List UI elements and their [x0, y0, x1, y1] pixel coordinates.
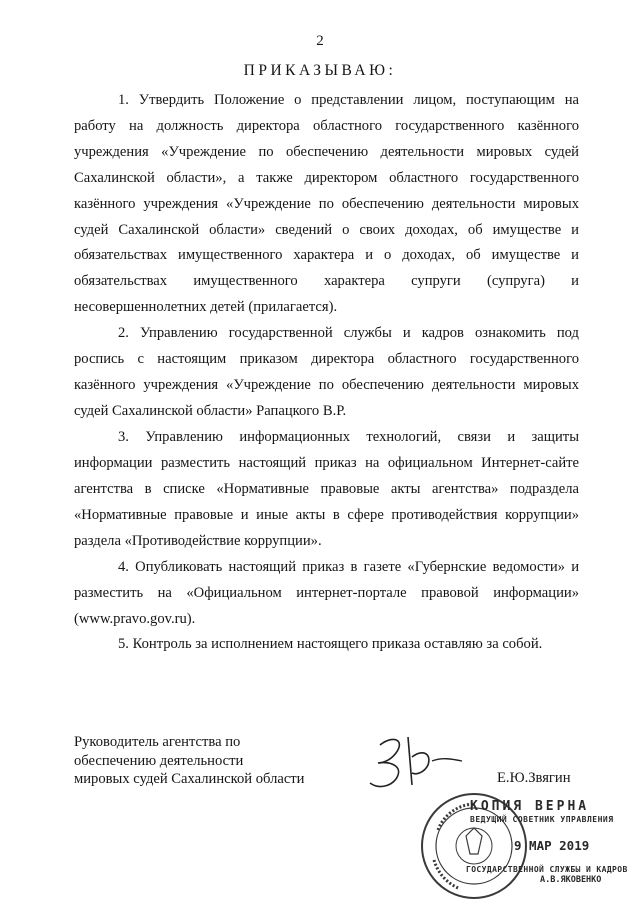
- order-item-4: 4. Опубликовать настоящий приказ в газете «Губернские ведомости» и разместить на «Официальном интернет-портале правовой информации» (www.pravo.gov.ru).: [74, 559, 579, 627]
- signatory-position-line: обеспечению деятельности: [74, 752, 244, 769]
- certification-date: 9 МАР 2019: [514, 838, 590, 853]
- certified-copy-title: КОПИЯ ВЕРНА: [470, 799, 590, 814]
- page-number: 2: [316, 33, 324, 49]
- order-heading: ПРИКАЗЫВАЮ:: [243, 62, 397, 79]
- certified-copy-stamp: [466, 799, 628, 885]
- order-item-3: 3. Управлению информационных технологий, связи и защиты информации разместить настоящий приказ на официальном Интернет-сайте агентства в списке «Нормативные правовые акты агентства» подраздела «Нормативные правовые и иные акты в сфере противодействия коррупции» раздела «Противодействие коррупции».: [74, 429, 579, 549]
- handwritten-signature: [362, 727, 482, 797]
- signatory-position-line: Руководитель агентства по: [74, 734, 241, 750]
- order-item-2: 2. Управлению государственной службы и кадров ознакомить под роспись с настоящим приказом директора областного государственного казённого учреждения «Учреждение по обеспечению деятельности мировых судей Сахалинской области» Рапацкого В.Р.: [74, 325, 579, 419]
- certifier-role: ВЕДУЩИЙ СОВЕТНИК УПРАВЛЕНИЯ: [470, 815, 614, 824]
- signatory-name: Е.Ю.Звягин: [497, 770, 571, 786]
- certifier-department: ГОСУДАРСТВЕННОЙ СЛУЖБЫ И КАДРОВ: [466, 865, 628, 874]
- certifier-name: А.В.ЯКОВЕНКО: [540, 875, 602, 885]
- order-item-1: 1. Утвердить Положение о представлении лицом, поступающим на работу на должность директора областного государственного казённого учреждения «Учреждение по обеспечению деятельности мировых судей Сахалинской области», а также директором областного государственного казённого учреждения «Учреждение по обеспечению деятельности мировых судей Сахалинской области» сведений о своих доходах, об имуществе и обязательствах имущественного характера и о доходах, об имуществе и обязательствах имущественного характера супруги (супруга) и несовершеннолетних детей (прилагается).: [74, 92, 579, 316]
- signatory-position: [74, 733, 305, 789]
- signatory-position-line: мировых судей Сахалинской области: [74, 771, 305, 787]
- order-item-5: 5. Контроль за исполнением настоящего приказа оставляю за собой.: [118, 636, 543, 652]
